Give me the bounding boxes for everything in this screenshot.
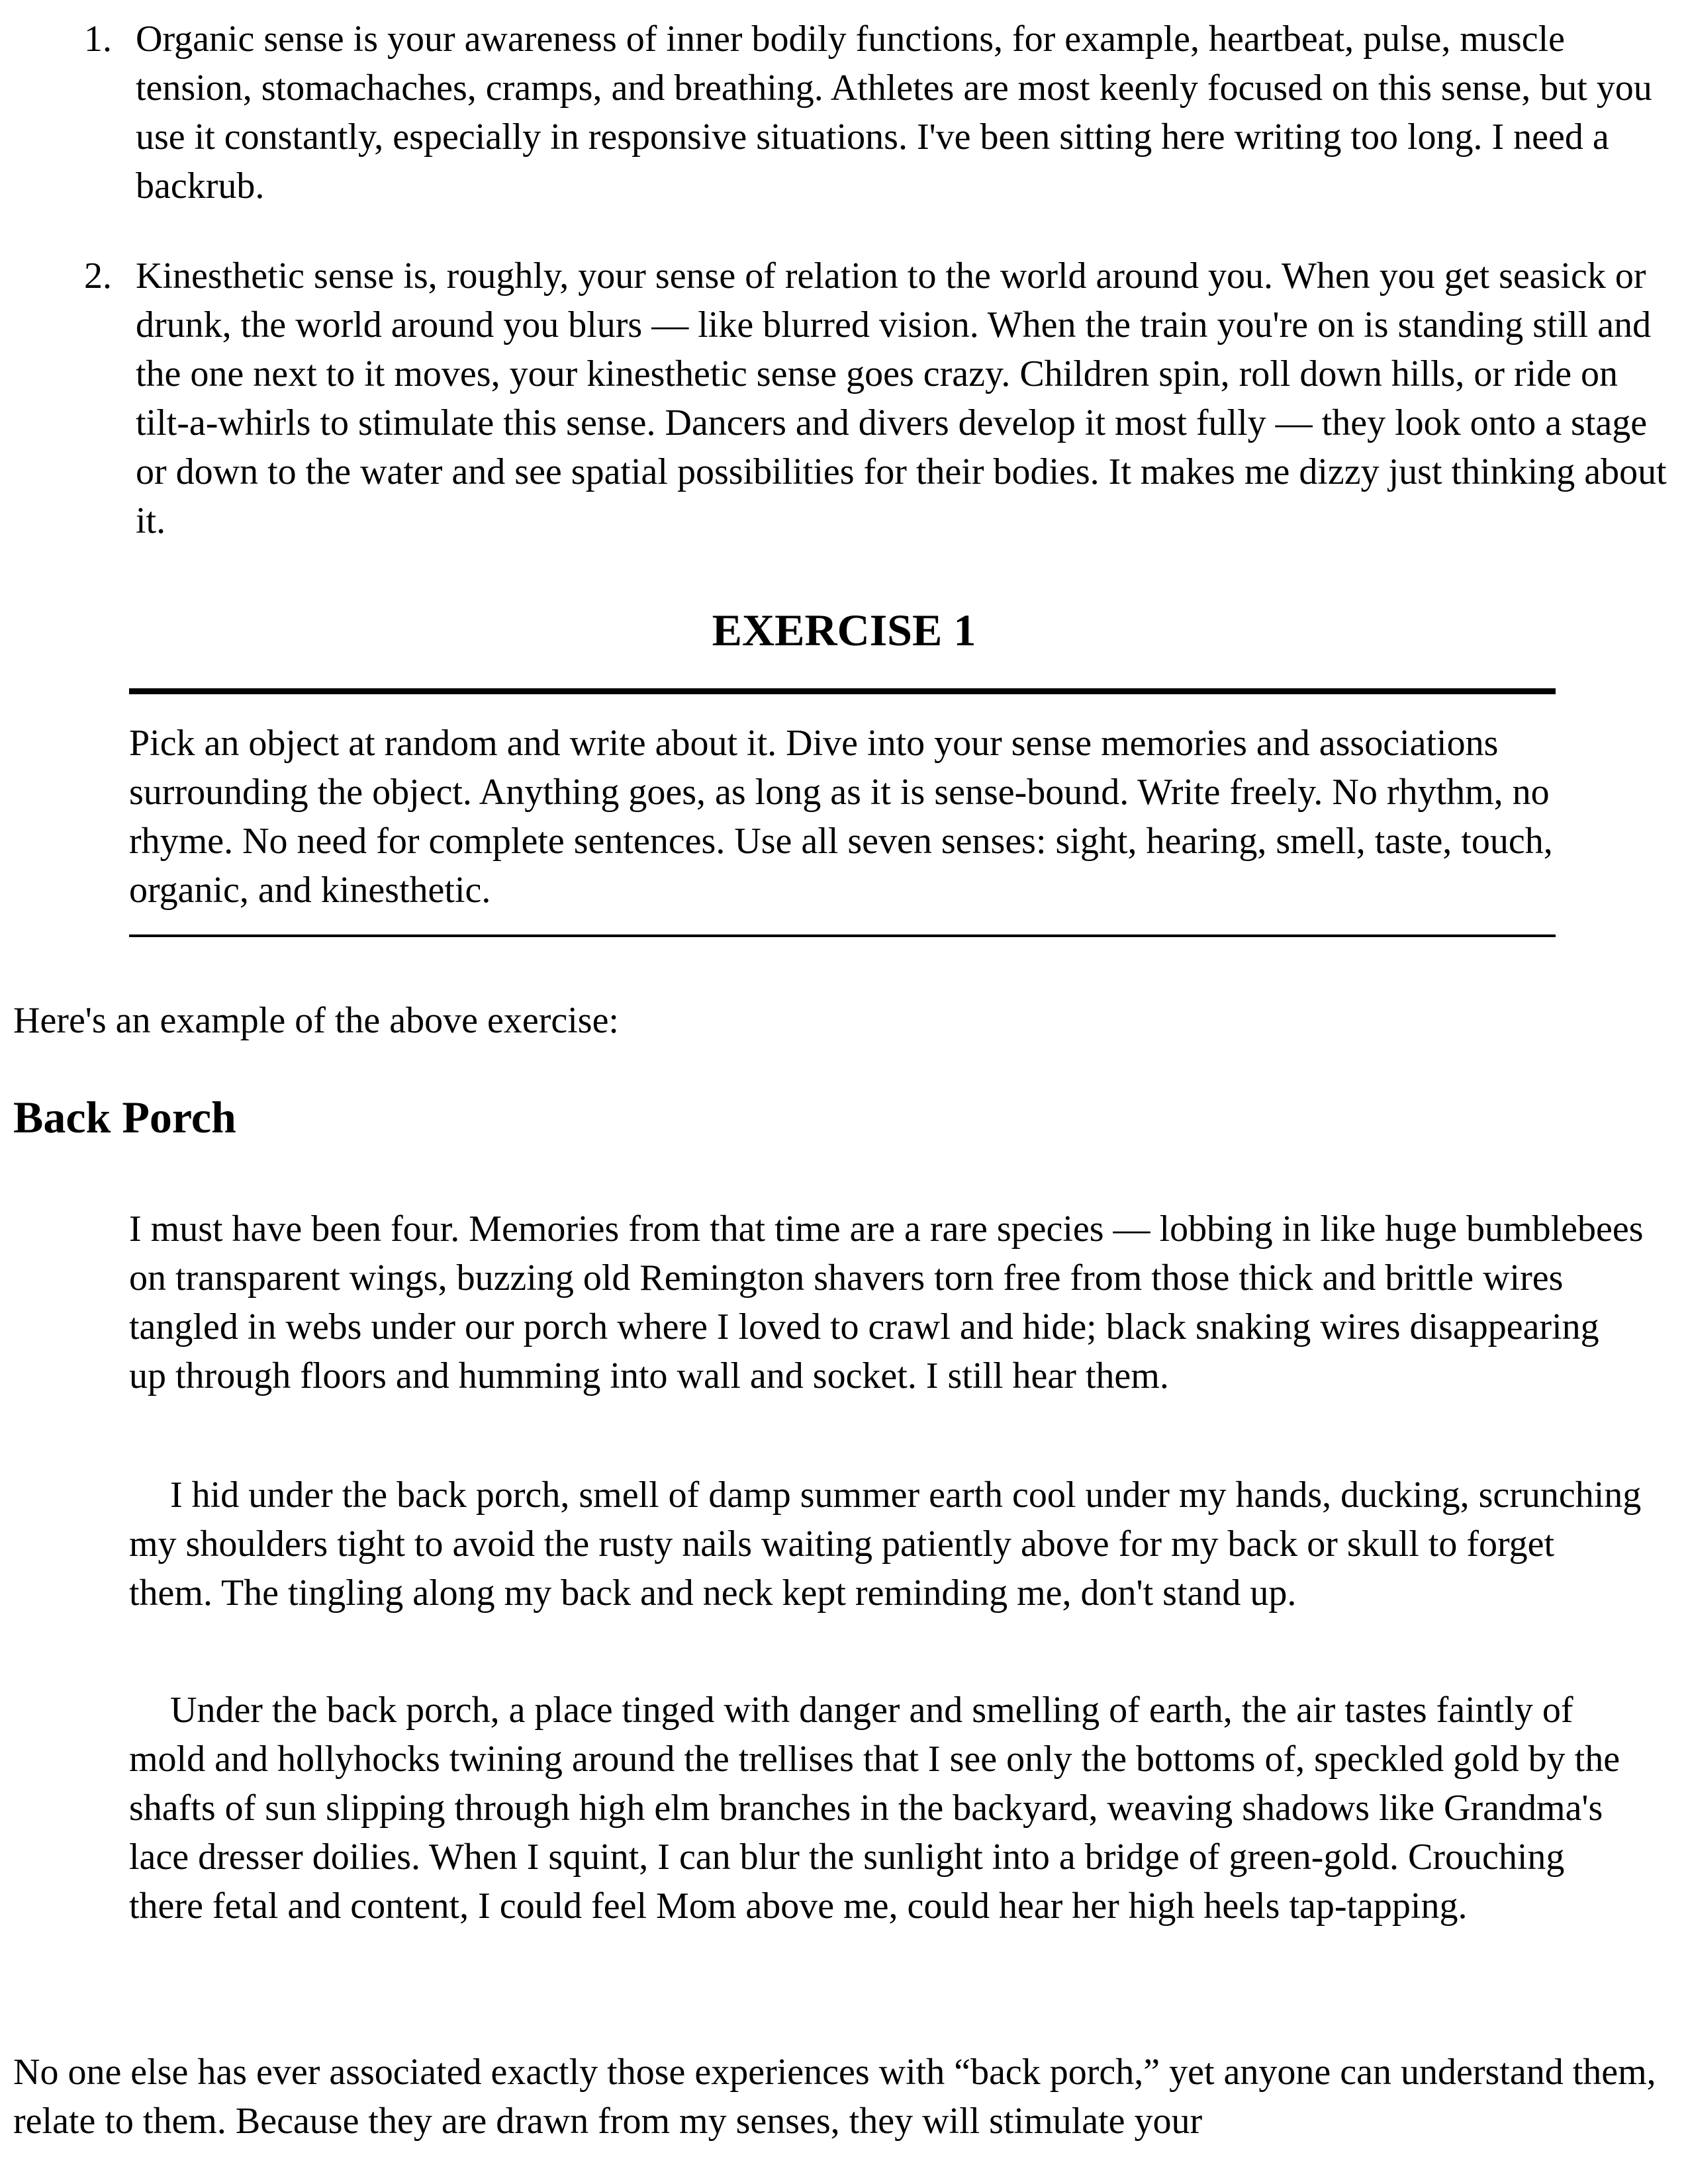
exercise-top-rule — [129, 688, 1556, 694]
closing-paragraph: No one else has ever associated exactly those experiences with “back porch,” yet anyone can understand them, relate to them. Because they are drawn from my senses, they will stimulate your — [13, 2052, 1656, 2142]
example-intro: Here's an example of the above exercise: — [13, 1000, 619, 1041]
list-number: 2. — [84, 255, 112, 296]
list-number: 1. — [84, 19, 112, 60]
list-item-kinesthetic-sense — [84, 251, 1678, 545]
list-item-text: Organic sense is your awareness of inner bodily functions, for example, heartbeat, pulse, muscle tension, stomachaches, cramps, and breathing. Athletes are most keenly focused on this sense, but you use it constantly, especially in responsive situations. I've been sitting here writing too long. I need a backrub. — [136, 19, 1652, 206]
example-paragraph: I hid under the back porch, smell of damp summer earth cool under my hands, ducking, scrunching my shoulders tight to avoid the rusty nails waiting patiently above for my back or skull to forget them. The tingling along my back and neck kept reminding me, don't stand up. — [129, 1475, 1642, 1614]
example-title: Back Porch — [13, 1092, 236, 1142]
list-item-text: Kinesthetic sense is, roughly, your sense of relation to the world around you. When you get seasick or drunk, the world around you blurs — like blurred vision. When the train you're on is standing still and the one next to it moves, your kinesthetic sense goes crazy. Children spin, roll down hills, or ride on tilt-a-whirls to stimulate this sense. Dancers and divers develop it most fully — they look onto a stage or down to the water and see spatial possibilities for their bodies. It makes me dizzy just thinking about it. — [136, 255, 1667, 541]
list-item-organic-sense — [84, 15, 1678, 210]
exercise-bottom-rule — [129, 934, 1556, 937]
example-paragraph: I must have been four. Memories from that time are a rare species — lobbing in like huge bumblebees on transparent wings, buzzing old Remington shavers torn free from those thick and brittle wires tangled in webs under our porch where I loved to crawl and hide; black snaking wires disappearing up through floors and humming into wall and socket. I still hear them. — [129, 1208, 1644, 1396]
example-paragraph: Under the back porch, a place tinged with danger and smelling of earth, the air tastes faintly of mold and hollyhocks twining around the trellises that I see only the bottoms of, speckled gold by the shafts of sun slipping through high elm branches in the backyard, weaving shadows like Grandma's lace dresser doilies. When I squint, I can blur the sunlight into a bridge of green-gold. Crouching there fetal and content, I could feel Mom above me, could hear her high heels tap-tapping. — [129, 1690, 1620, 1927]
exercise-instructions: Pick an object at random and write about it. Dive into your sense memories and associations surrounding the object. Anything goes, as long as it is sense-bound. Write freely. No rhythm, no rhyme. No need for complete sentences. Use all seven senses: sight, hearing, smell, taste, touch, organic, and kinesthetic. — [129, 723, 1553, 911]
exercise-heading: EXERCISE 1 — [712, 605, 976, 655]
